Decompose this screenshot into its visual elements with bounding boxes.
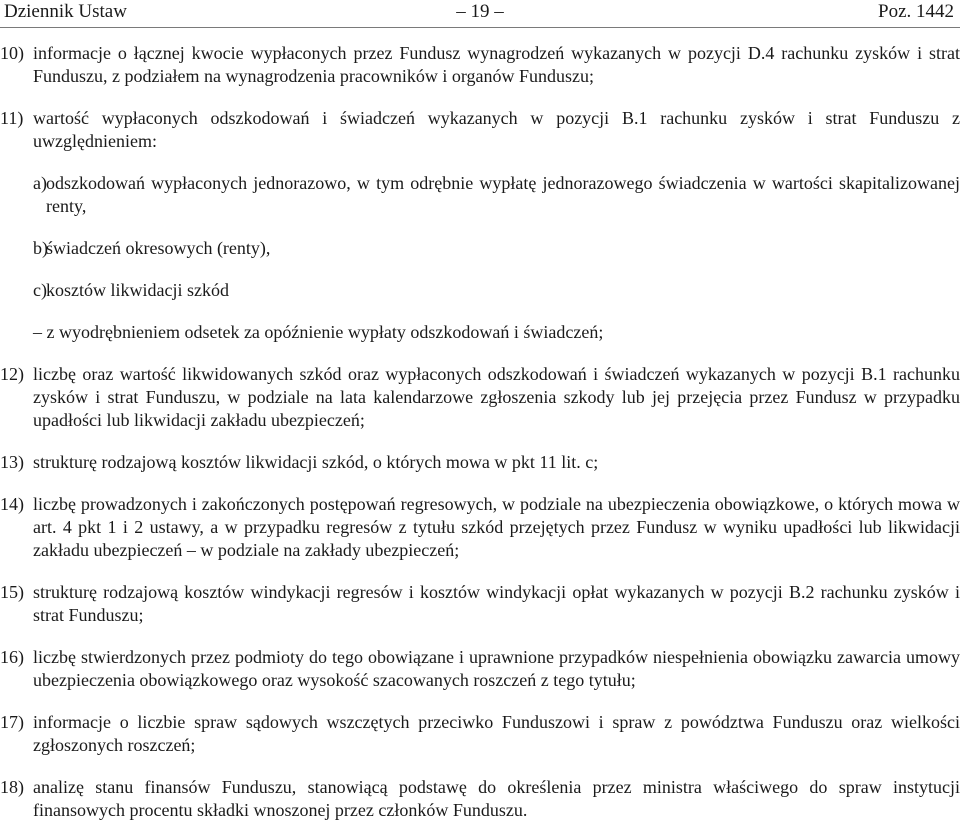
sub-item-c bbox=[0, 279, 960, 302]
list-item-13 bbox=[0, 451, 960, 474]
journal-title: Dziennik Ustaw bbox=[4, 1, 127, 22]
list-item-15 bbox=[0, 581, 960, 627]
item-text: strukturę rodzajową kosztów likwidacji szkód, o których mowa w pkt 11 lit. c; bbox=[33, 452, 599, 472]
list-item-12 bbox=[0, 363, 960, 432]
item-number: 13) bbox=[0, 452, 24, 472]
item-number: 16) bbox=[0, 647, 24, 667]
dash-clause: – z wyodrębnieniem odsetek za opóźnienie wypłaty odszkodowań i świadczeń; bbox=[33, 322, 604, 342]
sub-item-letter: c) bbox=[33, 280, 47, 300]
list-item-17 bbox=[0, 711, 960, 757]
item-text: informacje o łącznej kwocie wypłaconych przez Fundusz wynagrodzeń wykazanych w pozycji D.4 rachunku zysków i strat Funduszu, z podziałem na wynagrodzenia pracowników i organów Funduszu; bbox=[33, 43, 960, 86]
item-text: liczbę prowadzonych i zakończonych postępowań regresowych, w podziale na ubezpieczenia obowiązkowe, o których mowa w art. 4 pkt 1 i 2 ustawy, a w przypadku regresów z tytułu szkód przejętych przez Fundusz w wyniku upadłości lub likwidacji zakładu ubezpieczeń – w podziale na zakłady ubezpieczeń; bbox=[33, 494, 960, 560]
sub-item-text: odszkodowań wypłaconych jednorazowo, w tym odrębnie wypłatę jednorazowego świadczenia w wartości skapitalizowanej renty, bbox=[46, 173, 960, 216]
sub-item-text: kosztów likwidacji szkód bbox=[46, 280, 229, 300]
list-item-14 bbox=[0, 493, 960, 562]
item-number: 14) bbox=[0, 494, 24, 514]
item-text: analizę stanu finansów Funduszu, stanowiącą podstawę do określenia przez ministra właściwego do spraw instytucji finansowych procentu składki wnoszonej przez członków Funduszu. bbox=[33, 777, 960, 820]
item-number: 10) bbox=[0, 43, 24, 63]
item-text: liczbę oraz wartość likwidowanych szkód oraz wypłaconych odszkodowań i świadczeń wykazanych w pozycji B.1 rachunku zysków i strat Funduszu, w podziale na lata kalendarzowe zgłoszenia szkody lub jej przejęcia przez Fundusz w przypadku upadłości lub likwidacji zakładu ubezpieczeń; bbox=[33, 364, 960, 430]
list-item-10 bbox=[0, 42, 960, 88]
item-text: liczbę stwierdzonych przez podmioty do tego obowiązane i uprawnione przypadków niespełnienia obowiązku zawarcia umowy ubezpieczenia obowiązkowego oraz wysokość szacowanych roszczeń z tego tytułu; bbox=[33, 647, 960, 690]
sub-item-b bbox=[0, 237, 960, 260]
sub-item-letter: a) bbox=[33, 173, 47, 193]
item-number: 11) bbox=[0, 108, 24, 128]
sub-item-text: świadczeń okresowych (renty), bbox=[46, 238, 271, 258]
item-number: 17) bbox=[0, 712, 24, 732]
sub-item-letter: b) bbox=[33, 238, 48, 258]
list-item-11 bbox=[0, 107, 960, 153]
item-text: strukturę rodzajową kosztów windykacji regresów i kosztów windykacji opłat wykazanych w pozycji B.2 rachunku zysków i strat Funduszu; bbox=[33, 582, 960, 625]
list-item-16 bbox=[0, 646, 960, 692]
item-text: informacje o liczbie spraw sądowych wszczętych przeciwko Funduszowi i spraw z powództwa Funduszu oraz wielkości zgłoszonych roszczeń; bbox=[33, 712, 960, 755]
position-number: Poz. 1442 bbox=[878, 1, 954, 22]
list-item-18 bbox=[0, 776, 960, 822]
document-body bbox=[0, 42, 960, 822]
header-divider bbox=[0, 27, 960, 28]
item-number: 18) bbox=[0, 777, 24, 797]
item-number: 15) bbox=[0, 582, 24, 602]
item-number: 12) bbox=[0, 364, 24, 384]
sub-item-a bbox=[0, 172, 960, 218]
page-number: – 19 – bbox=[456, 1, 504, 22]
item-text: wartość wypłaconych odszkodowań i świadczeń wykazanych w pozycji B.1 rachunku zysków i strat Funduszu z uwzględnieniem: bbox=[33, 108, 960, 151]
page-header bbox=[4, 0, 956, 26]
